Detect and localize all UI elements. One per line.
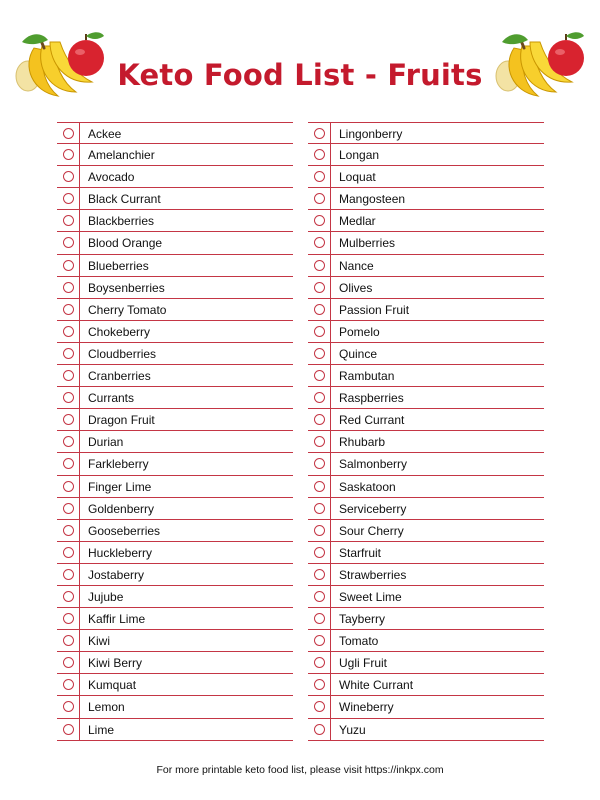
divider — [79, 409, 80, 430]
list-item-label: Avocado — [88, 170, 135, 185]
checkbox-circle-icon[interactable] — [314, 414, 325, 425]
checkbox-circle-icon[interactable] — [314, 215, 325, 226]
checkbox-circle-icon[interactable] — [314, 679, 325, 690]
list-item — [308, 144, 544, 166]
list-item-label: Starfruit — [339, 545, 382, 560]
list-item-label: Tayberry — [339, 612, 386, 627]
list-item-label: Loquat — [339, 170, 376, 185]
list-item-label: Kumquat — [88, 678, 137, 693]
divider — [330, 630, 331, 651]
checkbox-circle-icon[interactable] — [314, 304, 325, 315]
checkbox-circle-icon[interactable] — [314, 149, 325, 160]
divider — [79, 123, 80, 143]
list-item-label: Dragon Fruit — [88, 413, 155, 428]
list-item-label: Serviceberry — [339, 501, 407, 516]
divider — [330, 520, 331, 541]
list-item-label: Kaffir Lime — [88, 612, 146, 627]
list-item-label: Blood Orange — [88, 236, 163, 251]
list-item-label: Mulberries — [339, 236, 396, 251]
list-item — [308, 652, 544, 674]
checkbox-circle-icon[interactable] — [63, 128, 74, 139]
header — [0, 0, 600, 120]
checkbox-circle-icon[interactable] — [63, 260, 74, 271]
list-item-label: Lemon — [88, 700, 125, 715]
list-item — [308, 674, 544, 696]
checkbox-circle-icon[interactable] — [63, 326, 74, 337]
list-item — [57, 255, 293, 277]
list-item — [308, 476, 544, 498]
checkbox-circle-icon[interactable] — [63, 237, 74, 248]
list-item — [308, 719, 544, 741]
list-item-label: Mangosteen — [339, 192, 406, 207]
divider — [79, 343, 80, 364]
checkbox-circle-icon[interactable] — [63, 370, 74, 381]
divider — [330, 652, 331, 673]
checkbox-circle-icon[interactable] — [314, 171, 325, 182]
list-item-label: Finger Lime — [88, 479, 152, 494]
list-item-label: Strawberries — [339, 567, 407, 582]
divider — [330, 166, 331, 187]
list-item — [308, 166, 544, 188]
list-item — [308, 232, 544, 254]
list-item-label: Longan — [339, 148, 380, 163]
checkbox-circle-icon[interactable] — [314, 525, 325, 536]
list-item-label: Cloudberries — [88, 346, 157, 361]
list-item-label: Sweet Lime — [339, 589, 402, 604]
list-item — [308, 365, 544, 387]
list-item-label: Kiwi Berry — [88, 656, 143, 671]
page-title: Keto Food List - Fruits — [117, 58, 483, 92]
list-item-label: Ackee — [88, 127, 122, 141]
divider — [330, 542, 331, 563]
list-item-label: Cherry Tomato — [88, 302, 167, 317]
list-item-label: Nance — [339, 258, 374, 273]
divider — [79, 321, 80, 342]
checkbox-circle-icon[interactable] — [314, 591, 325, 602]
list-item — [57, 608, 293, 630]
divider — [330, 586, 331, 607]
divider — [79, 498, 80, 519]
divider — [330, 277, 331, 298]
checkbox-circle-icon[interactable] — [314, 260, 325, 271]
checkbox-circle-icon[interactable] — [63, 481, 74, 492]
checkbox-circle-icon[interactable] — [314, 724, 325, 735]
checkbox-circle-icon[interactable] — [63, 171, 74, 182]
list-item — [57, 696, 293, 718]
list-item — [57, 630, 293, 652]
list-item-label: Blackberries — [88, 214, 155, 229]
divider — [79, 144, 80, 165]
list-item-label: Gooseberries — [88, 523, 161, 538]
divider — [79, 365, 80, 386]
list-item-label: Goldenberry — [88, 501, 155, 516]
checkbox-circle-icon[interactable] — [314, 392, 325, 403]
list-item-label: Yuzu — [339, 722, 366, 737]
divider — [79, 564, 80, 585]
checkbox-circle-icon[interactable] — [63, 414, 74, 425]
list-item-label: White Currant — [339, 678, 414, 693]
checkbox-circle-icon[interactable] — [63, 635, 74, 646]
list-item — [57, 321, 293, 343]
divider — [79, 166, 80, 187]
list-item — [308, 210, 544, 232]
list-item — [308, 277, 544, 299]
list-item — [57, 277, 293, 299]
list-item — [308, 321, 544, 343]
list-item — [308, 299, 544, 321]
list-item-label: Jostaberry — [88, 567, 145, 582]
list-item — [57, 431, 293, 453]
list-item-label: Boysenberries — [88, 280, 165, 295]
divider — [330, 387, 331, 408]
checkbox-circle-icon[interactable] — [314, 128, 325, 139]
divider — [330, 255, 331, 276]
list-item — [308, 255, 544, 277]
list-item-label: Sour Cherry — [339, 523, 404, 538]
list-item — [57, 652, 293, 674]
divider — [79, 586, 80, 607]
list-item — [308, 453, 544, 475]
divider — [79, 277, 80, 298]
list-item-label: Red Currant — [339, 413, 405, 428]
divider — [79, 188, 80, 209]
divider — [79, 210, 80, 231]
checkbox-circle-icon[interactable] — [63, 701, 74, 712]
list-item — [57, 520, 293, 542]
checkbox-circle-icon[interactable] — [314, 701, 325, 712]
list-item — [57, 343, 293, 365]
divider — [330, 321, 331, 342]
checkbox-circle-icon[interactable] — [63, 282, 74, 293]
list-item-label: Lingonberry — [339, 127, 403, 141]
footer-note: For more printable keto food list, please visit https://inkpx.com — [156, 764, 444, 776]
list-item — [57, 586, 293, 608]
checkbox-circle-icon[interactable] — [63, 392, 74, 403]
list-item-label: Saskatoon — [339, 479, 396, 494]
checkbox-circle-icon[interactable] — [63, 149, 74, 160]
list-item — [57, 365, 293, 387]
checkbox-circle-icon[interactable] — [63, 348, 74, 359]
list-item — [57, 188, 293, 210]
list-item — [57, 144, 293, 166]
divider — [330, 210, 331, 231]
list-item — [57, 498, 293, 520]
list-item — [308, 696, 544, 718]
list-item — [308, 586, 544, 608]
divider — [330, 299, 331, 320]
list-item-label: Olives — [339, 280, 373, 295]
divider — [330, 144, 331, 165]
list-item — [308, 343, 544, 365]
divider — [330, 409, 331, 430]
checkbox-circle-icon[interactable] — [63, 215, 74, 226]
list-item — [308, 520, 544, 542]
checkbox-circle-icon[interactable] — [314, 348, 325, 359]
checkbox-circle-icon[interactable] — [63, 436, 74, 447]
divider — [330, 674, 331, 695]
list-item — [308, 608, 544, 630]
list-item — [57, 166, 293, 188]
checklist-column-right — [308, 122, 544, 741]
divider — [330, 696, 331, 717]
divider — [79, 476, 80, 497]
list-item — [57, 453, 293, 475]
list-item — [308, 431, 544, 453]
divider — [79, 387, 80, 408]
list-item — [57, 232, 293, 254]
checkbox-circle-icon[interactable] — [314, 282, 325, 293]
checkbox-circle-icon[interactable] — [314, 326, 325, 337]
list-item-label: Quince — [339, 346, 378, 361]
list-item-label: Lime — [88, 722, 115, 737]
list-item-label: Black Currant — [88, 192, 161, 207]
list-item-label: Jujube — [88, 589, 124, 604]
checkbox-circle-icon[interactable] — [63, 569, 74, 580]
list-item — [308, 188, 544, 210]
divider — [330, 608, 331, 629]
checkbox-circle-icon[interactable] — [63, 591, 74, 602]
divider — [79, 431, 80, 452]
checkbox-circle-icon[interactable] — [314, 547, 325, 558]
list-item — [57, 476, 293, 498]
divider — [330, 431, 331, 452]
checkbox-circle-icon[interactable] — [314, 237, 325, 248]
list-item-label: Rhubarb — [339, 435, 386, 450]
checkbox-circle-icon[interactable] — [63, 613, 74, 624]
divider — [79, 652, 80, 673]
divider — [330, 123, 331, 143]
checkbox-circle-icon[interactable] — [314, 635, 325, 646]
list-item — [57, 299, 293, 321]
list-item — [57, 387, 293, 409]
divider — [330, 365, 331, 386]
checkbox-circle-icon[interactable] — [63, 193, 74, 204]
divider — [79, 630, 80, 651]
list-item-label: Currants — [88, 391, 135, 406]
list-item — [57, 409, 293, 431]
list-item-label: Amelanchier — [88, 148, 155, 163]
list-item-label: Kiwi — [88, 634, 111, 649]
checkbox-circle-icon[interactable] — [314, 503, 325, 514]
divider — [79, 542, 80, 563]
checkbox-circle-icon[interactable] — [314, 569, 325, 580]
list-item — [308, 542, 544, 564]
divider — [79, 453, 80, 474]
checkbox-circle-icon[interactable] — [63, 503, 74, 514]
checkbox-circle-icon[interactable] — [314, 657, 325, 668]
divider — [330, 343, 331, 364]
checklist-column-left — [57, 122, 293, 741]
checkbox-circle-icon[interactable] — [63, 679, 74, 690]
divider — [79, 608, 80, 629]
checkbox-circle-icon[interactable] — [314, 481, 325, 492]
list-item-label: Salmonberry — [339, 457, 408, 472]
divider — [330, 564, 331, 585]
divider — [330, 719, 331, 740]
list-item — [308, 498, 544, 520]
checkbox-circle-icon[interactable] — [63, 525, 74, 536]
list-item — [308, 630, 544, 652]
divider — [330, 476, 331, 497]
checkbox-circle-icon[interactable] — [63, 547, 74, 558]
list-item-label: Huckleberry — [88, 545, 153, 560]
list-item-label: Blueberries — [88, 258, 149, 273]
divider — [330, 453, 331, 474]
checkbox-circle-icon[interactable] — [314, 370, 325, 381]
checkbox-circle-icon[interactable] — [63, 304, 74, 315]
list-item-label: Chokeberry — [88, 324, 151, 339]
list-item — [57, 564, 293, 586]
list-item-label: Passion Fruit — [339, 302, 410, 317]
list-item-label: Ugli Fruit — [339, 656, 388, 671]
checkbox-circle-icon[interactable] — [314, 613, 325, 624]
list-item — [308, 387, 544, 409]
list-item-label: Cranberries — [88, 369, 151, 384]
list-item-label: Tomato — [339, 634, 379, 649]
list-item — [308, 409, 544, 431]
list-item — [57, 122, 293, 144]
divider — [79, 719, 80, 740]
list-item — [57, 719, 293, 741]
divider — [79, 255, 80, 276]
list-item-label: Pomelo — [339, 324, 380, 339]
divider — [79, 674, 80, 695]
list-item — [57, 210, 293, 232]
checkbox-circle-icon[interactable] — [314, 458, 325, 469]
list-item — [308, 564, 544, 586]
checkbox-circle-icon[interactable] — [314, 193, 325, 204]
list-item-label: Medlar — [339, 214, 376, 229]
divider — [79, 299, 80, 320]
checkbox-circle-icon[interactable] — [63, 458, 74, 469]
list-item-label: Raspberries — [339, 391, 404, 406]
divider — [330, 232, 331, 253]
list-item — [57, 674, 293, 696]
checkbox-circle-icon[interactable] — [63, 724, 74, 735]
checkbox-circle-icon[interactable] — [63, 657, 74, 668]
divider — [79, 520, 80, 541]
checkbox-circle-icon[interactable] — [314, 436, 325, 447]
banana-apple-icon — [494, 26, 588, 104]
divider — [330, 498, 331, 519]
list-item — [57, 542, 293, 564]
list-item-label: Wineberry — [339, 700, 394, 715]
divider — [79, 232, 80, 253]
list-item-label: Durian — [88, 435, 124, 450]
list-item-label: Farkleberry — [88, 457, 149, 472]
divider — [330, 188, 331, 209]
list-item — [308, 122, 544, 144]
list-item-label: Rambutan — [339, 369, 395, 384]
divider — [79, 696, 80, 717]
